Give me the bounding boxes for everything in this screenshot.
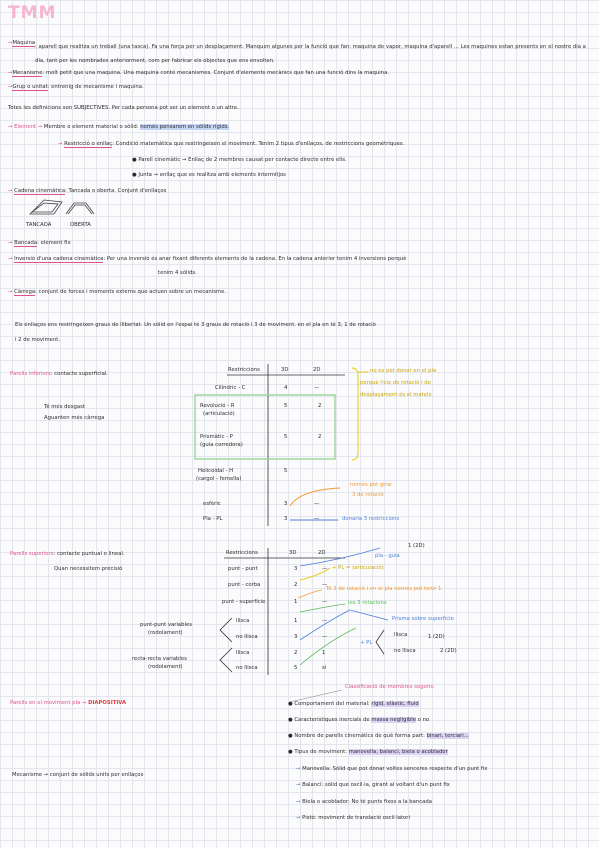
sup-ann-llisca-v: 1 (2D) — [428, 634, 445, 640]
sup-ann-llisca: llisca — [394, 632, 408, 638]
sup-header-restr: Restriccions — [226, 550, 258, 556]
sup-group2: recta-recta variables — [132, 656, 187, 662]
class-title: Classificació de membres segons: — [345, 684, 435, 690]
def-bancada-text: : element fix — [37, 240, 71, 246]
class-item-hl: massa negligible — [371, 717, 417, 723]
def-maquina-text-a: : aparell que realitza un treball (una tasca). Fa una força per un desplaçament. Manquen algunes per la funció que fan: maquina de vapor, maquina d'aparell ... Les maquines estan presents en el nostre dia a dia, tant per les nombrades anteriorment, com per fabricar els objectes que ens envolten. — [35, 44, 586, 64]
inf-ann-yellow-2: perquè l'eix de rotació i de — [360, 380, 431, 386]
inf-row-3d: 5 — [284, 468, 288, 474]
def-inversio: → Inversió d'una cadena cinemàtica: Per una inversió és anar fixant diferents elements de la cadena. En la cadena anterior tenim 4 inversions perquè — [8, 256, 407, 262]
def-cadena: → Cadena cinemàtica: Tancada o oberta. Conjunt d'enllaços — [8, 188, 167, 194]
def-parell: ● Parell cinemàtic → Enllaç de 2 membres causat per contacte directe entre ells. — [132, 157, 347, 163]
inf-row-3d: 5 — [284, 434, 288, 440]
inf-ann-orange-1: només pot girar — [350, 482, 393, 488]
class-item: ● Característiques inercials de massa negligible o no — [288, 717, 430, 723]
class-sub: → Balancí: sòlid que oscil·la, girant al voltant d'un punt fix — [296, 782, 450, 788]
sup-group1: punt-punt variables — [140, 622, 193, 628]
sup-header-2d: 2D — [318, 550, 326, 556]
sup-ann-pla-guia: pla - guia — [375, 553, 400, 559]
sup-row-2d: 1 — [322, 650, 326, 656]
sup-row-name: punt - punt — [228, 566, 258, 572]
class-sub-text: Pistó: moviment de translació oscil·latori — [302, 815, 410, 821]
inferiors-subtitle: : contacte superficial. — [50, 371, 108, 377]
inf-row-name: esfèric — [203, 501, 221, 507]
def-grup: →Grup o unitat: entrenig de mecanisme i maquina. — [8, 84, 144, 90]
sup-ann-orange: Té 3 de rotació i en el pla només pot tenir 1 — [326, 586, 442, 592]
open-chain-sketch — [66, 203, 94, 214]
sup-ann-green: les 3 rotacions — [348, 600, 387, 606]
class-item-text: Característiques inercials de — [294, 717, 370, 723]
def-inversio-text2: tenim 4 sòlids. — [158, 270, 197, 276]
def-carrega-text: : conjunt de forces i moments externs que actuen sobre un mecanisme. — [35, 289, 227, 295]
class-item: ● Comportament del material: rígid, elàstic, fluid — [288, 701, 419, 707]
inf-header-2d: 2D — [313, 367, 321, 373]
inf-row-name: Helicoidal - H — [198, 468, 234, 474]
class-item: ● Tipus de moviment: manovella, balancí, biela o acoblador — [288, 749, 448, 755]
inf-row-name: Pla - PL — [203, 516, 223, 522]
graus-line1: Els enllaços ens restringeixen graus de llibertat. Un sòlid en l'espai té 3 graus de rotació i 3 de moviment. en el pla en té 3, 1 de rotació — [15, 322, 376, 328]
inf-ann-blue: donaria 3 restriccions — [342, 516, 400, 522]
sup-row-3d: 3 — [294, 566, 298, 572]
sup-row-2d: si — [322, 665, 327, 671]
mecanisme-def: Mecanisme → conjunt de sòlids units per enllaços — [12, 772, 144, 778]
class-item-hl: manovella, balancí, biela o acoblador — [348, 749, 448, 755]
class-sub-text: Biela o acoblador: No té punts fixos a la bancada — [302, 799, 433, 805]
inf-row-2d: — — [314, 516, 320, 522]
def-grup-text: : entrenig de mecanisme i maquina. — [47, 84, 144, 90]
sup-header-3d: 3D — [289, 550, 297, 556]
sup-row-name: no llisca — [236, 634, 258, 640]
sup-ann-pl: + PL — [360, 640, 373, 646]
def-restriccio-term: Restricció o enllaç — [64, 141, 113, 147]
inf-header-3d: 3D — [281, 367, 289, 373]
subjectives-note: Totes les definicions son SUBJECTIVES. Per cada persona pot ser un element o un altre. — [8, 105, 239, 111]
inf-row-3d: 4 — [284, 385, 288, 391]
def-bancada-term: Bancada — [14, 240, 38, 246]
def-inversio-term: Inversió d'una cadena cinemàtica — [14, 256, 104, 262]
def-parell-text: Parell cinemàtic → Enllaç de 2 membres causat per contacte directe entre ells. — [138, 157, 347, 163]
sup-group1b: (rodolament) — [148, 630, 183, 636]
def-junta: ● Junta → enllaç que es realitza amb elements intermitjos — [132, 172, 286, 178]
class-sub: → Pistó: moviment de translació oscil·latori — [296, 815, 410, 821]
def-mecanisme-term: Mecanisme — [12, 70, 43, 76]
diapositiva-link[interactable]: DIAPOSITIVA — [88, 700, 127, 706]
parells-moviment-text: Parells en el moviment pla → — [10, 700, 87, 706]
def-element-hl: només pensarem en sòlids rígids. — [140, 124, 230, 130]
sup-group2b: (rodolament) — [148, 664, 183, 670]
sup-row-3d: 1 — [294, 599, 298, 605]
inf-row-sub: (cargol - femella) — [196, 476, 242, 482]
sup-row-3d: 2 — [294, 582, 298, 588]
def-restriccio: → Restricció o enllaç: Condició matemàtica que restringeixen el moviment. Tenim 2 tipus d'enllaços, de restriccions geomètriques. — [58, 141, 405, 147]
superiors-subtitle: : contacte puntual o lineal. — [53, 551, 125, 557]
label-tancada: TANCADA — [26, 222, 52, 228]
superiors-heading — [10, 551, 125, 558]
inferiors-note2: Aguanten més càrrega — [44, 415, 105, 421]
def-maquina: →Màquina: aparell que realitza un treball (una tasca). Fa una força per un desplaçament. Manquen algunes per la funció que fan: maquina de vapor, maquina d'aparell ... Les maquines estan presents en el nostre dia a dia, tant per les nombrades anteriorment, com per fabricar els objectes que ens envolten. — [8, 40, 595, 68]
class-sub-text: Balancí: sòlid que oscil·la, girant al voltant d'un punt fix — [302, 782, 450, 788]
sup-ann-blue: Prisma sobre superfície — [392, 616, 454, 622]
sup-row-name: punt - superfície — [222, 599, 266, 605]
parells-moviment-pla — [10, 700, 126, 707]
sup-row-3d: 5 — [294, 665, 298, 671]
inf-row-2d: — — [314, 501, 320, 507]
sup-row-name: punt - corba — [228, 582, 261, 588]
inf-row-3d: 3 — [284, 516, 288, 522]
sup-row-3d: 1 — [294, 618, 298, 624]
inf-ann-yellow-3: desplaçament és el mateix — [360, 392, 432, 398]
class-sub-text: Manovella: Sòlid que pot donar voltes senceres respecte d'un punt fix — [302, 766, 488, 772]
inf-ann-orange-2: 3 de rotació — [352, 492, 384, 498]
class-sub: → Manovella: Sòlid que pot donar voltes senceres respecte d'un punt fix — [296, 766, 488, 772]
class-item-hl: rígid, elàstic, fluid — [371, 701, 419, 707]
class-item-after: o no — [416, 717, 430, 723]
inf-row-2d: — — [314, 385, 320, 391]
inf-header-restr: Restriccions — [228, 367, 260, 373]
sup-row-2d: — — [322, 566, 328, 572]
def-grup-term: Grup o unitat — [12, 84, 48, 90]
sup-row-3d: 3 — [294, 634, 298, 640]
sup-row-name: llisca — [236, 618, 250, 624]
inf-row-sub: (articulació) — [203, 411, 235, 417]
inf-row-name: Revolució - R — [200, 403, 235, 409]
inf-row-2d: 2 — [318, 403, 322, 409]
inf-row-3d: 3 — [284, 501, 288, 507]
def-mecanisme-text: : molt petit que una maquina. Una maquina conté mecanismes. Conjunt d'elements mecànics que fan una funció dins la maquina. — [42, 70, 390, 76]
class-item-text: Nombre de parells cinemàtics de què forma part: — [294, 733, 425, 739]
def-carrega-term: Càrrega — [14, 289, 36, 295]
def-inversio-text: : Per una inversió és anar fixant diferents elements de la cadena. En la cadena anterior tenim 4 inversions perquè — [103, 256, 407, 262]
sup-row-name: llisca — [236, 650, 250, 656]
label-oberta: OBERTA — [70, 222, 91, 228]
sup-row-2d: — — [322, 618, 328, 624]
inferiors-title: Parells inferiors — [10, 371, 51, 377]
def-maquina-term: Màquina — [12, 40, 36, 46]
def-element-term: Element — [14, 124, 37, 130]
sup-row-name: no llisca — [236, 665, 258, 671]
inf-row-name: Cilíndric - C — [215, 385, 246, 391]
sup-ann-nollisca-v: 2 (2D) — [440, 648, 457, 654]
def-mecanisme: →Mecanisme: molt petit que una maquina. Una maquina conté mecanismes. Conjunt d'elements mecànics que fan una funció dins la maquina. — [8, 70, 390, 76]
def-restriccio-text: : Condició matemàtica que restringeixen el moviment. Tenim 2 tipus d'enllaços, de restriccions geomètriques. — [112, 141, 405, 147]
sup-row-2d: — — [322, 634, 328, 640]
class-item: ● Nombre de parells cinemàtics de què forma part: binari, terciari... — [288, 733, 469, 739]
class-item-text: Comportament del material: — [294, 701, 370, 707]
inf-row-sub: (guia corredora) — [200, 442, 243, 448]
def-cadena-term: Cadena cinemàtica — [14, 188, 66, 194]
sup-ann-1: 1 (2D) — [408, 543, 425, 549]
class-item-hl: binari, terciari... — [426, 733, 469, 739]
class-sub: → Biela o acoblador: No té punts fixos a la bancada — [296, 799, 433, 805]
graus-line2: i 2 de moviment. — [15, 337, 61, 343]
def-junta-text: Junta → enllaç que es realitza amb elements intermitjos — [138, 172, 286, 178]
def-bancada: → Bancada: element fix — [8, 240, 71, 246]
inf-row-2d: 2 — [318, 434, 322, 440]
closed-chain-sketch — [30, 200, 62, 214]
inferiors-heading — [10, 371, 108, 378]
sup-row-3d: 2 — [294, 650, 298, 656]
inferiors-note1: Té més desgast — [44, 404, 85, 410]
superiors-note: Quan necessitem precisió — [54, 566, 123, 572]
inf-ann-yellow-1: no es pot donar en el pla — [370, 368, 437, 374]
page-title: TMM — [8, 3, 57, 23]
superiors-title: Parells superiors — [10, 551, 54, 557]
def-element-text: Membre o element material o sòlid: — [43, 124, 139, 130]
def-cadena-text: : Tancada o oberta. Conjunt d'enllaços — [65, 188, 167, 194]
class-item-text: Tipus de moviment: — [294, 749, 347, 755]
inf-row-name: Prismàtic - P — [200, 434, 233, 440]
sup-row-2d: — — [322, 582, 328, 588]
sup-ann-nollisca: no llisca — [394, 648, 416, 654]
sup-ann-pl-art: + PL = (articulació) — [332, 565, 384, 571]
def-element: → Element → Membre o element material o sòlid: només pensarem en sòlids rígids. — [8, 124, 230, 130]
def-carrega: → Càrrega: conjunt de forces i moments externs que actuen sobre un mecanisme. — [8, 289, 227, 295]
inf-row-3d: 5 — [284, 403, 288, 409]
sup-row-2d: — — [322, 599, 328, 605]
